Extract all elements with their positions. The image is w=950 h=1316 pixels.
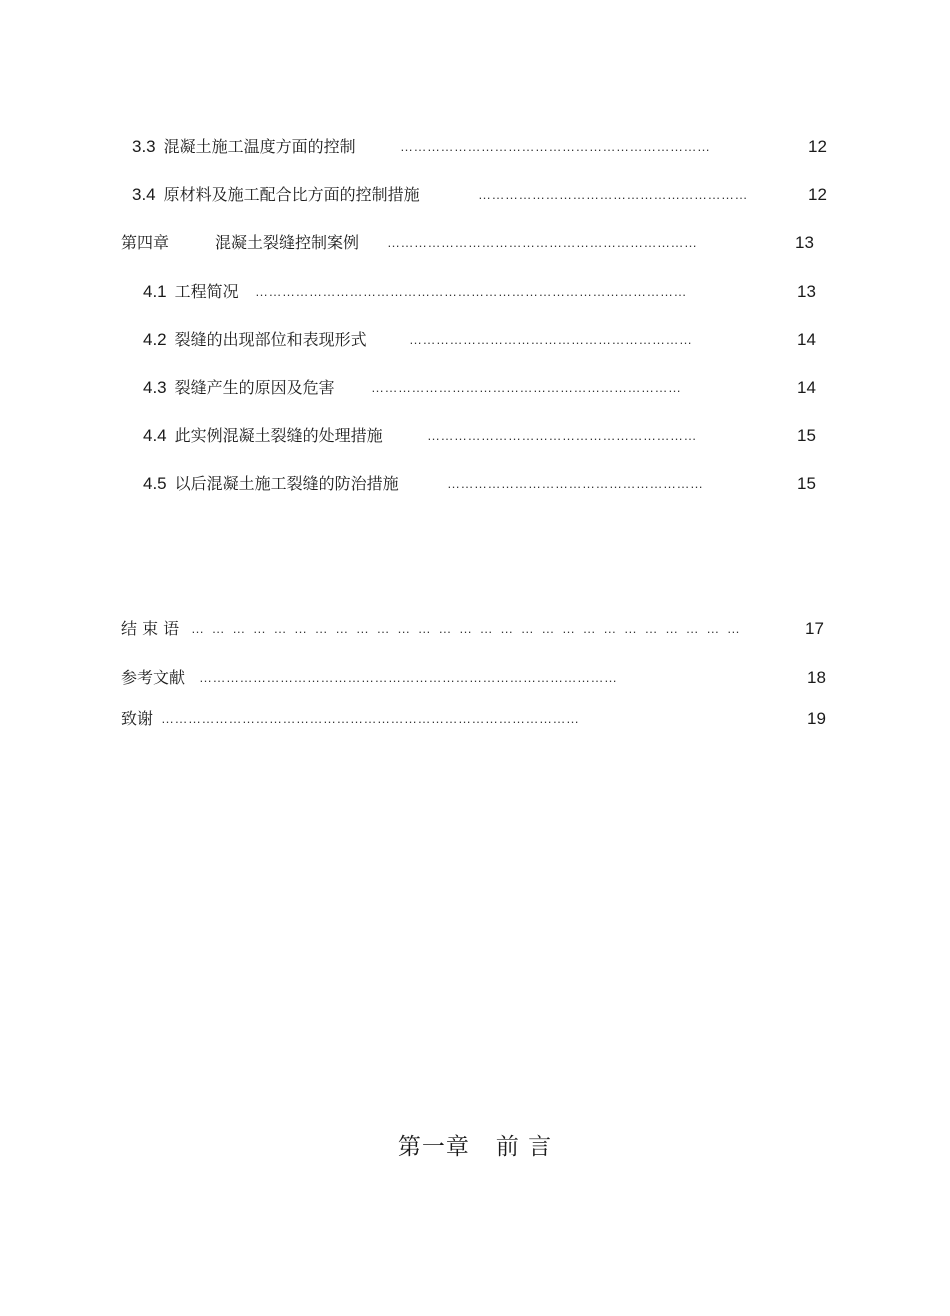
toc-entry-number: 3.4	[132, 185, 156, 204]
toc-leader-dots: ……………………………………………………	[427, 428, 697, 443]
toc-entry-number: 4.4	[143, 426, 167, 445]
toc-chapter-number: 第四章	[121, 233, 170, 252]
toc-entry-number: 4.1	[143, 282, 167, 301]
toc-entry	[143, 472, 833, 496]
toc-leader-dots: … … … … … … … … … … … … … … … … … … … … … … … … … … …	[191, 621, 742, 636]
chapter-heading-number: 第一章	[397, 1134, 470, 1160]
toc-chapter-entry	[121, 231, 821, 255]
toc-back-matter-entry	[121, 666, 833, 690]
toc-leader-dots: ……………………………………………………………	[400, 139, 711, 154]
toc-entry-number: 4.2	[143, 330, 167, 349]
toc-entry-title: 混凝土裂缝控制案例	[215, 233, 360, 252]
toc-entry-page: 12	[808, 137, 827, 156]
toc-entry-title: 以后混凝土施工裂缝的防治措施	[174, 474, 399, 493]
toc-leader-dots: ……………………………………………………………	[371, 380, 682, 395]
toc-leader-dots: …………………………………………………………………………………	[161, 711, 580, 726]
toc-entry-page: 18	[807, 668, 826, 687]
toc-leader-dots: ……………………………………………………………………………………	[255, 284, 687, 299]
toc-entry-page: 15	[797, 474, 816, 493]
toc-back-matter-entry	[121, 707, 833, 731]
toc-entry	[143, 424, 833, 448]
toc-entry	[143, 376, 833, 400]
toc-entry-page: 15	[797, 426, 816, 445]
toc-entry-number: 4.3	[143, 378, 167, 397]
toc-entry	[143, 280, 833, 304]
toc-entry-title: 致谢	[121, 709, 154, 728]
toc-entry-title: 此实例混凝土裂缝的处理措施	[174, 426, 383, 445]
toc-entry-page: 13	[797, 282, 816, 301]
toc-entry	[143, 328, 833, 352]
toc-entry-title: 裂缝产生的原因及危害	[174, 378, 335, 397]
toc-entry-title: 混凝土施工温度方面的控制	[163, 137, 356, 156]
toc-entry-title: 工程简况	[174, 282, 239, 301]
toc-entry-number: 4.5	[143, 474, 167, 493]
toc-leader-dots: …………………………………………………………………………………	[199, 670, 618, 685]
toc-entry	[132, 183, 832, 207]
toc-leader-dots: ………………………………………………………	[409, 332, 693, 347]
chapter-heading-title: 前 言	[495, 1134, 553, 1160]
toc-leader-dots: …………………………………………………	[447, 476, 704, 491]
chapter-heading	[0, 1128, 950, 1161]
toc-entry-page: 13	[795, 233, 814, 252]
toc-entry-page: 14	[797, 330, 816, 349]
toc-entry	[132, 135, 832, 159]
toc-entry-page: 19	[807, 709, 826, 728]
toc-entry-page: 12	[808, 185, 827, 204]
toc-back-matter-entry	[121, 617, 833, 641]
toc-entry-number: 3.3	[132, 137, 156, 156]
toc-entry-title: 裂缝的出现部位和表现形式	[174, 330, 367, 349]
toc-leader-dots: ……………………………………………………	[478, 187, 748, 202]
toc-entry-title: 结 束 语	[121, 619, 180, 638]
toc-entry-title: 参考文献	[121, 668, 186, 687]
toc-entry-page: 14	[797, 378, 816, 397]
toc-entry-title: 原材料及施工配合比方面的控制措施	[163, 185, 420, 204]
toc-leader-dots: ……………………………………………………………	[387, 235, 698, 250]
toc-entry-page: 17	[805, 619, 824, 638]
